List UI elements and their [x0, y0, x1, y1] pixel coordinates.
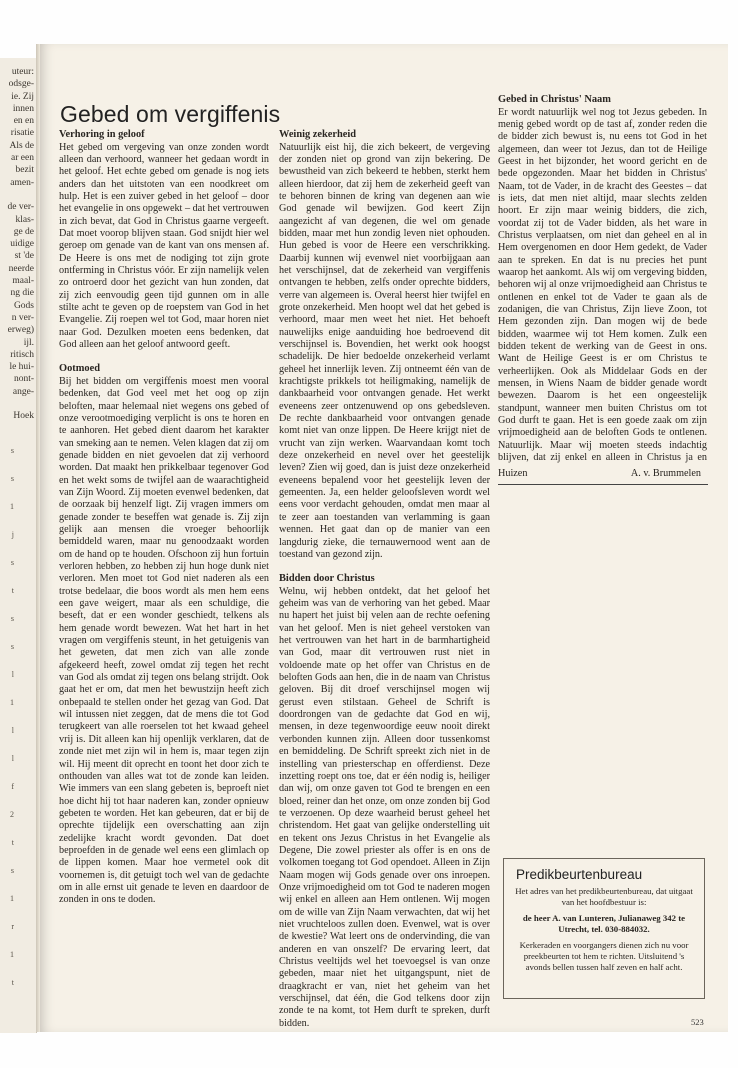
previous-page-line: Als de	[9, 140, 34, 151]
previous-page-line: risatie	[10, 128, 34, 139]
page-number: 523	[691, 1017, 704, 1027]
section-paragraph: Natuurlijk eist hij, die zich bekeert, de vergeving der zonden niet op grond van zijn bekering. De bewustheid van zich bekeerd te hebben, sterkt hem alleen hierdoor, dat zij hem de zekerheid geeft van te behoren binnen de kring van degenen aan wie God genade wil bewijzen. God keert Zijn aangezicht af van degenen, die wel om genade bidden, maar met hun zondig leven niet ophouden. Hun gebed is voor de Heere een verschrikking. Daarbij kunnen wij evenwel niet voorbijgaan aan het verschijnsel, dat de zekerheid van vergiffenis ontvangen te hebben, zelfs onder oprechte bidders, verre van algemeen is. Overal heerst hier twijfel en grote onzekerheid. Men hoopt wel dat het gebed is verhoord, maar men weet het niet. Het behoeft nauwelijks enige aanduiding hoe bedroevend dit verschijnsel is. Bovendien, het werkt ook hoogst schadelijk. De hier bedoelde onzekerheid verlamt geheel het innerlijk leven. Zij ontneemt één van de krachtigste prikkels tot heiligmaking, namelijk de dankbaarheid voor ontvangen genade. Het werkt eveneens zeer ontzenuwend op ons gebedsleven. De rechte dankbaarheid voor ontvangen genade komt niet van onze lippen. De Heere krijgt niet de vrucht van zijn werken. Waarvandaan komt toch deze onzekerheid en nevel over het geestelijk leven? Zien wij goed, dan is juist deze onzekerheid eveneens bepalend voor het geestelijk leven der gemeenten. Ja, een helder geloofsleven wordt wel eens voor verdacht gehouden, omdat men maar al te zeer aan toestanden van verlamming is gaan wennen. Het gaat dan op de manier van een langdurig zieke, die ternauwernood went aan de toestand van gezond zijn.	[279, 141, 490, 560]
previous-page-line: en en	[13, 116, 34, 127]
ruler-mark: 1	[10, 950, 14, 959]
ruler-mark: t	[11, 838, 14, 847]
previous-page-line: ge de	[13, 226, 34, 237]
previous-page-text	[0, 66, 34, 423]
notice-intro: Het adres van het predikbeurtenbureau, dat uitgaat van het hoofdbestuur is:	[515, 886, 693, 907]
previous-page-line: st 'de	[14, 251, 34, 262]
previous-page-line: Hoek	[13, 411, 34, 422]
notice-title: Predikbeurtenbureau	[516, 867, 643, 882]
ruler-mark: t	[11, 586, 14, 595]
notice-instructions: Kerkeraden en voorgangers dienen zich nu voor preekbeurten tot hem te richten. Uitsluitend 's avonds bellen tussen half zeven en half acht.	[519, 940, 689, 972]
page-gutter	[36, 44, 40, 1032]
ruler-mark: s	[10, 474, 14, 483]
predikbeurten-notice-box	[503, 858, 705, 999]
signature-author: A. v. Brummelen	[630, 468, 701, 479]
ruler-mark: s	[10, 446, 14, 455]
ruler-mark: l	[11, 670, 14, 679]
column-3	[498, 70, 707, 465]
section-heading: Bidden door Christus	[279, 573, 375, 585]
previous-page-line: klas-	[15, 214, 34, 225]
article-title: Gebed om vergiffenis	[60, 101, 281, 127]
ruler-mark: s	[10, 614, 14, 623]
ruler-mark: s	[10, 558, 14, 567]
previous-page-line: maal-	[12, 276, 34, 287]
signature-place: Huizen	[498, 468, 528, 479]
previous-page-strip	[0, 58, 37, 1033]
previous-page-line: amen-	[10, 177, 34, 188]
ruler-mark: j	[11, 530, 14, 539]
previous-page-line	[0, 189, 34, 201]
previous-page-line: uidige	[10, 239, 34, 250]
previous-page-line: n ver-	[11, 312, 34, 323]
section-heading: Ootmoed	[59, 363, 100, 375]
previous-page-line: neerde	[8, 263, 34, 274]
previous-page-line	[0, 398, 34, 410]
signature-divider	[498, 484, 708, 485]
ruler-mark: 1	[10, 698, 14, 707]
section-paragraph: Bij het bidden om vergiffenis moest men vooral bedenken, dat God veel met het oog op zijn beloften, maar helemaal niet wegens ons gebed of onze verootmoediging verplicht is ons te horen en te aanhoren. Het gebed dient daarom het karakter van smeking aan te nemen. Velen klagen dat zij om genade bidden en niet gevoelen dat zij verhoord worden. Dat maakt hen prikkelbaar tegenover God en het wekt soms de twijfel aan de waarachtigheid van Zijn Woord. Zij moeten evenwel bedenken, dat de oorzaak bij henzelf ligt. Zij vragen immers om genade zonder te beseffen wat genade is. Zij zijn gelijk aan mensen die vroeger behoorlijk bemiddeld waren, maar nu genoodzaakt worden om de hand op te houden. Ofschoon zij hun fortuin verloren hebben, zo hebben zij hun hoge dunk niet verloren. Men moet tot God niet naderen als een trotse bedelaar, die boos wordt als men hem eens een gave weigert, maar als een schuldige, die beseft, dat er een wonder geschiedt, telkens als hem genade wordt bewezen. Wat het hart in het vragen om vergiffenis steunt, in het getuigenis van het geweten, dat men zich van alle zonde afgekeerd heeft, zowel omdat zij tegen het recht van God als omdat zij tegen ons belang strijdt. Ook gaat het er om, dat men het bewustzijn heeft zich onbepaald te stellen onder het gezag van God. Dat wil intussen niet zeggen, dat de mens die tot God terugkeert van alle roerselen tot het kwaad geheel vrij is. Dit alleen kan hij openlijk verklaren, dat de zonde niet met zijn wil in hem is, maar tegen zijn wil. Hij meent dit oprecht en toont het door zich te onthouden van alles wat tot de zonde kan leiden. Wie immers van een slang gebeten is, beproeft niet hoe dicht hij tot haar naderen kan, zonder opnieuw gebeten te worden. Het kan gebeuren, dat er bij de oprechte tijdelijk een overschatting aan zijn zedelijke kracht wordt gevonden. Dat doet beproefden in de genade wel eens een glimlach op de lippen komen. Maar hoe vermetel ook dit voornemen is, dit getuigt toch wel van de gedachte om in alle ernst uit genade te leven en daardoor de zonden in ons te doden.	[59, 375, 269, 906]
column-1	[59, 129, 269, 1029]
previous-page-line: innen	[12, 103, 34, 114]
ruler-mark: 1	[10, 894, 14, 903]
section-paragraph: Het gebed om vergeving van onze zonden wordt alleen dan verhoord, wanneer het gedaan wordt in het geloof. Het echte gebed om genade is nog iets anders dan het uitstoten van een noodkreet om hulp. Het is een zuiver gebed in het geloof – door het evangelie in ons opgewekt – dat het vertrouwen in zich bevat, dat God in Christus gaarne vergeeft. Dat moet voorop blijven staan. God snijdt hier wel geroep om genade van de kant van ons mensen af. De Heere is ons met de nodiging tot zijn grote ontferming in Christus vóór. Er zijn namelijk velen zo ontroerd door het gezicht van hun zonden, dat zij zich eenvoudig geen tijd gunnen om in alle stilte acht te geven op de roepstem van God in het Evangelie. Zij roepen wel tot God, maar horen niet naar God. Dezulken moeten eens bedenken, dat God alleen aan het geloof antwoord geeft.	[59, 141, 269, 350]
previous-page-line: ijl.	[23, 337, 34, 348]
previous-page-line: ritisch	[10, 349, 34, 360]
ruler-mark: 2	[10, 810, 14, 819]
ruler-mark: s	[10, 642, 14, 651]
previous-page-line: odsge-	[8, 79, 34, 90]
ruler-mark: r	[11, 922, 14, 931]
column-2	[279, 129, 490, 1029]
previous-page-line: erweg)	[7, 325, 34, 336]
ruler-mark: l	[11, 754, 14, 763]
previous-page-line: ie. Zij	[11, 91, 34, 102]
previous-page-ruler	[0, 446, 34, 1006]
section-paragraph: Er wordt natuurlijk wel nog tot Jezus gebeden. In menig gebed wordt op de tast af, zonder reden die de bidder zich bewust is, nu eens tot God in het algemeen, dan weer tot Jezus, dan tot de Heilige Geest in het bijzonder, het woord gericht en de bede opgezonden. Maar het bidden in Christus' Naam, tot de Vader, in de kracht des Geestes – dat is iets, dat men niet altijd, maar slechts zelden hoort. Er zijn maar weinig bidders, die zich, voordat zij tot de Vader bidden, als het ware in Christus verplaatsen, om niet dan geheel en al in Hem overgenomen en door Hem gedekt, de Vader aan te spreken. En dat is nu precies het punt waarop het aankomt. Als wij om vergeving bidden, behoren wij al onze vrijmoedigheid aan Christus te ontlenen en enkel tot de Vader te gaan als de zodanigen, die van Christus, Zijn lieve Zoon, tot Hem gezonden zijn. Dan mogen wij de bede bidden, waarmee wij tot Hem komen. Zulk een bidden tekent de werking van de Geest in ons. Want de Heilige Geest is er om Christus te verheerlijken. Ook als Middelaar Gods en der mensen, in Wiens Naam de bidder genade wordt bewezen. Daarom is het een ongeestelijk standpunt, wanneer men buiten Christus om tot God durft te gaan. Het is een goede zaak om zijn vrijmoedigheid aan de beloften Gods te ontlenen. Natuurlijk. Maar wij moeten steeds indachtig blijven, dat zij enkel en alleen in Christus ja en	[498, 106, 707, 464]
ruler-mark: l	[11, 726, 14, 735]
previous-page-line: uteur:	[11, 67, 34, 77]
section-paragraph: Welnu, wij hebben ontdekt, dat het geloof het geheim was van de verhoring van het gebed. Maar nu hapert het juist bij velen aan de rechte oefening van het geloof. Men is niet geheel verstoken van het vertrouwen van het hart in de barmhartigheid van God, maar dit vertrouwen rust niet in voldoende mate op het offer van Christus en de beloften Gods aan hen, die in de naam van Christus geloven. Bij dit droef verschijnsel mogen wij gerust even stilstaan. Geheel de Schrift is doordrongen van de gedachte dat God en wij, mensen, in deze tegenwoordige eeuw nooit direkt verbonden kunnen zijn. Alleen door tussenkomst en bemiddeling. De Schrift spreekt zich niet in de instelling van priesterschap en offerdienst. Deze inzetting roept ons toe, dat er één nodig is, heiliger dan wij, om onze gaven tot God te brengen en een bloed, reiner dan het onze, om onze zonden bij God te verzoenen. Op deze waarheid berust geheel het christendom. Het gaat van gelijke onderstelling uit en tekent ons Jezus Christus in het Evangelie als Degene, Die zowel priester als offer is en ons de volkomen toegang tot God opendoet. Alleen in Zijn Naam mogen wij Gods genade over ons inroepen. Onze vrijmoedigheid om tot God te naderen mogen wij enkel en alleen aan Hem ontlenen. Wij mogen om de wille van Zijn Naam verwachten, dat wij het niet vruchteloos zullen doen. Evenwel, wat is over de kwestie? Wat leert ons de ondervinding, die van anderen en van onszelf? De ervaring leert, dat Christus veeltijds wel het toevoegsel is van onze gebeden, maar niet het uitgangspunt, niet de draagkracht er van, niet het geheim van het verschijnsel, dat één, die God telkens door zijn zonde te na komt, tot Hem durft te spreken, durft bidden.	[279, 585, 490, 1029]
previous-page-line: Gods	[13, 300, 34, 311]
previous-page-line: bezit	[15, 165, 34, 176]
section-heading: Gebed in Christus' Naam	[498, 94, 611, 105]
ruler-mark: s	[10, 866, 14, 875]
ruler-mark: f	[11, 782, 14, 791]
section-heading: Verhoring in geloof	[59, 129, 145, 140]
notice-address: de heer A. van Lunteren, Julianaweg 342 te Utrecht, tel. 030-884032.	[522, 913, 686, 934]
previous-page-line: le hui-	[9, 362, 34, 373]
previous-page-line: nont-	[13, 374, 34, 385]
ruler-mark: 1	[10, 502, 14, 511]
previous-page-line: ar een	[11, 153, 34, 164]
ruler-mark: t	[11, 978, 14, 987]
previous-page-line: ange-	[12, 386, 34, 397]
previous-page-line: ng die	[10, 288, 34, 299]
previous-page-line: de ver-	[7, 202, 34, 213]
notice-body	[514, 886, 694, 978]
section-heading: Weinig zekerheid	[279, 129, 357, 140]
